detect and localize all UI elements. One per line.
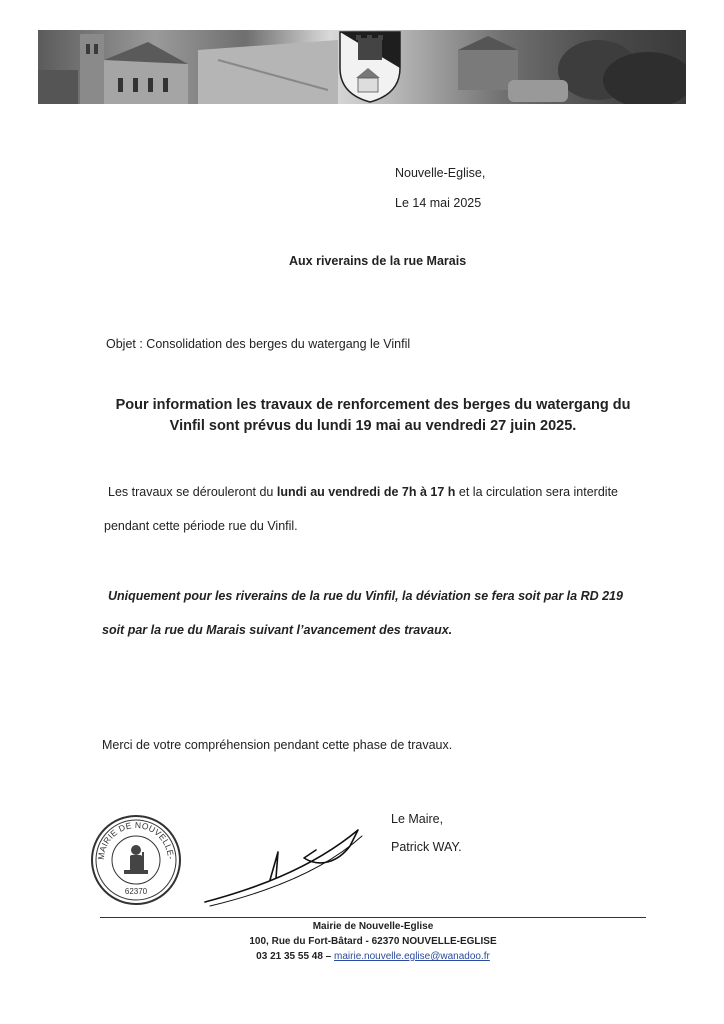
announcement-line-1: Pour information les travaux de renforcement des berges du watergang du [115,397,631,413]
p1-day-start: lundi [276,485,307,499]
town-hall-stamp [88,812,184,913]
p1-hours: 7h à 17 h [401,485,456,499]
recipient-line: Aux riverains de la rue Marais [289,254,467,268]
letter-date: Le 14 mai 2025 [395,196,482,210]
paragraph-2-line-2: soit par la rue du Marais suivant l’avancement des travaux. [102,623,453,637]
footer-phone: 03 21 35 55 48 – [256,951,335,962]
p1-text-e: de [380,485,402,499]
banner-illustration [38,30,686,104]
stamp-text: MAIRIE DE NOUVELLE- [95,819,177,861]
paragraph-1-line-2: pendant cette période rue du Vinfil. [104,519,298,533]
stamp-postcode: 62370 [124,887,148,896]
closing-line: Merci de votre compréhension pendant cette phase de travaux. [102,738,453,752]
p1-day-end: vendredi [328,485,381,499]
p1-text-g: et la circulation sera interdite [455,485,619,499]
place-line: Nouvelle-Eglise, [395,166,486,180]
signatory-name: Patrick WAY. [391,840,462,854]
announcement-line-2: Vinfil sont prévus du lundi 19 mai au vendredi 27 juin 2025. [169,418,577,434]
paragraph-2-line-1: Uniquement pour les riverains de la rue du Vinfil, la déviation se fera soit par la RD 219 [108,589,623,603]
footer-email-link[interactable]: mairie.nouvelle.eglise@wanadoo.fr [334,951,490,962]
handwritten-signature [200,822,370,913]
footer-org-name: Mairie de Nouvelle-Eglise [312,921,434,932]
subject-line: Objet : Consolidation des berges du watergang le Vinfil [106,337,411,351]
p1-text-c: au [306,485,329,499]
signatory-title: Le Maire, [391,812,444,826]
header-banner-photo [38,30,686,104]
paragraph-1-line-1 [108,485,618,499]
footer-address: 100, Rue du Fort-Bâtard - 62370 NOUVELLE-EGLISE [249,936,497,947]
footer-contact [100,951,646,962]
footer-divider [100,917,646,918]
p1-text-a: Les travaux se dérouleront du [108,485,277,499]
